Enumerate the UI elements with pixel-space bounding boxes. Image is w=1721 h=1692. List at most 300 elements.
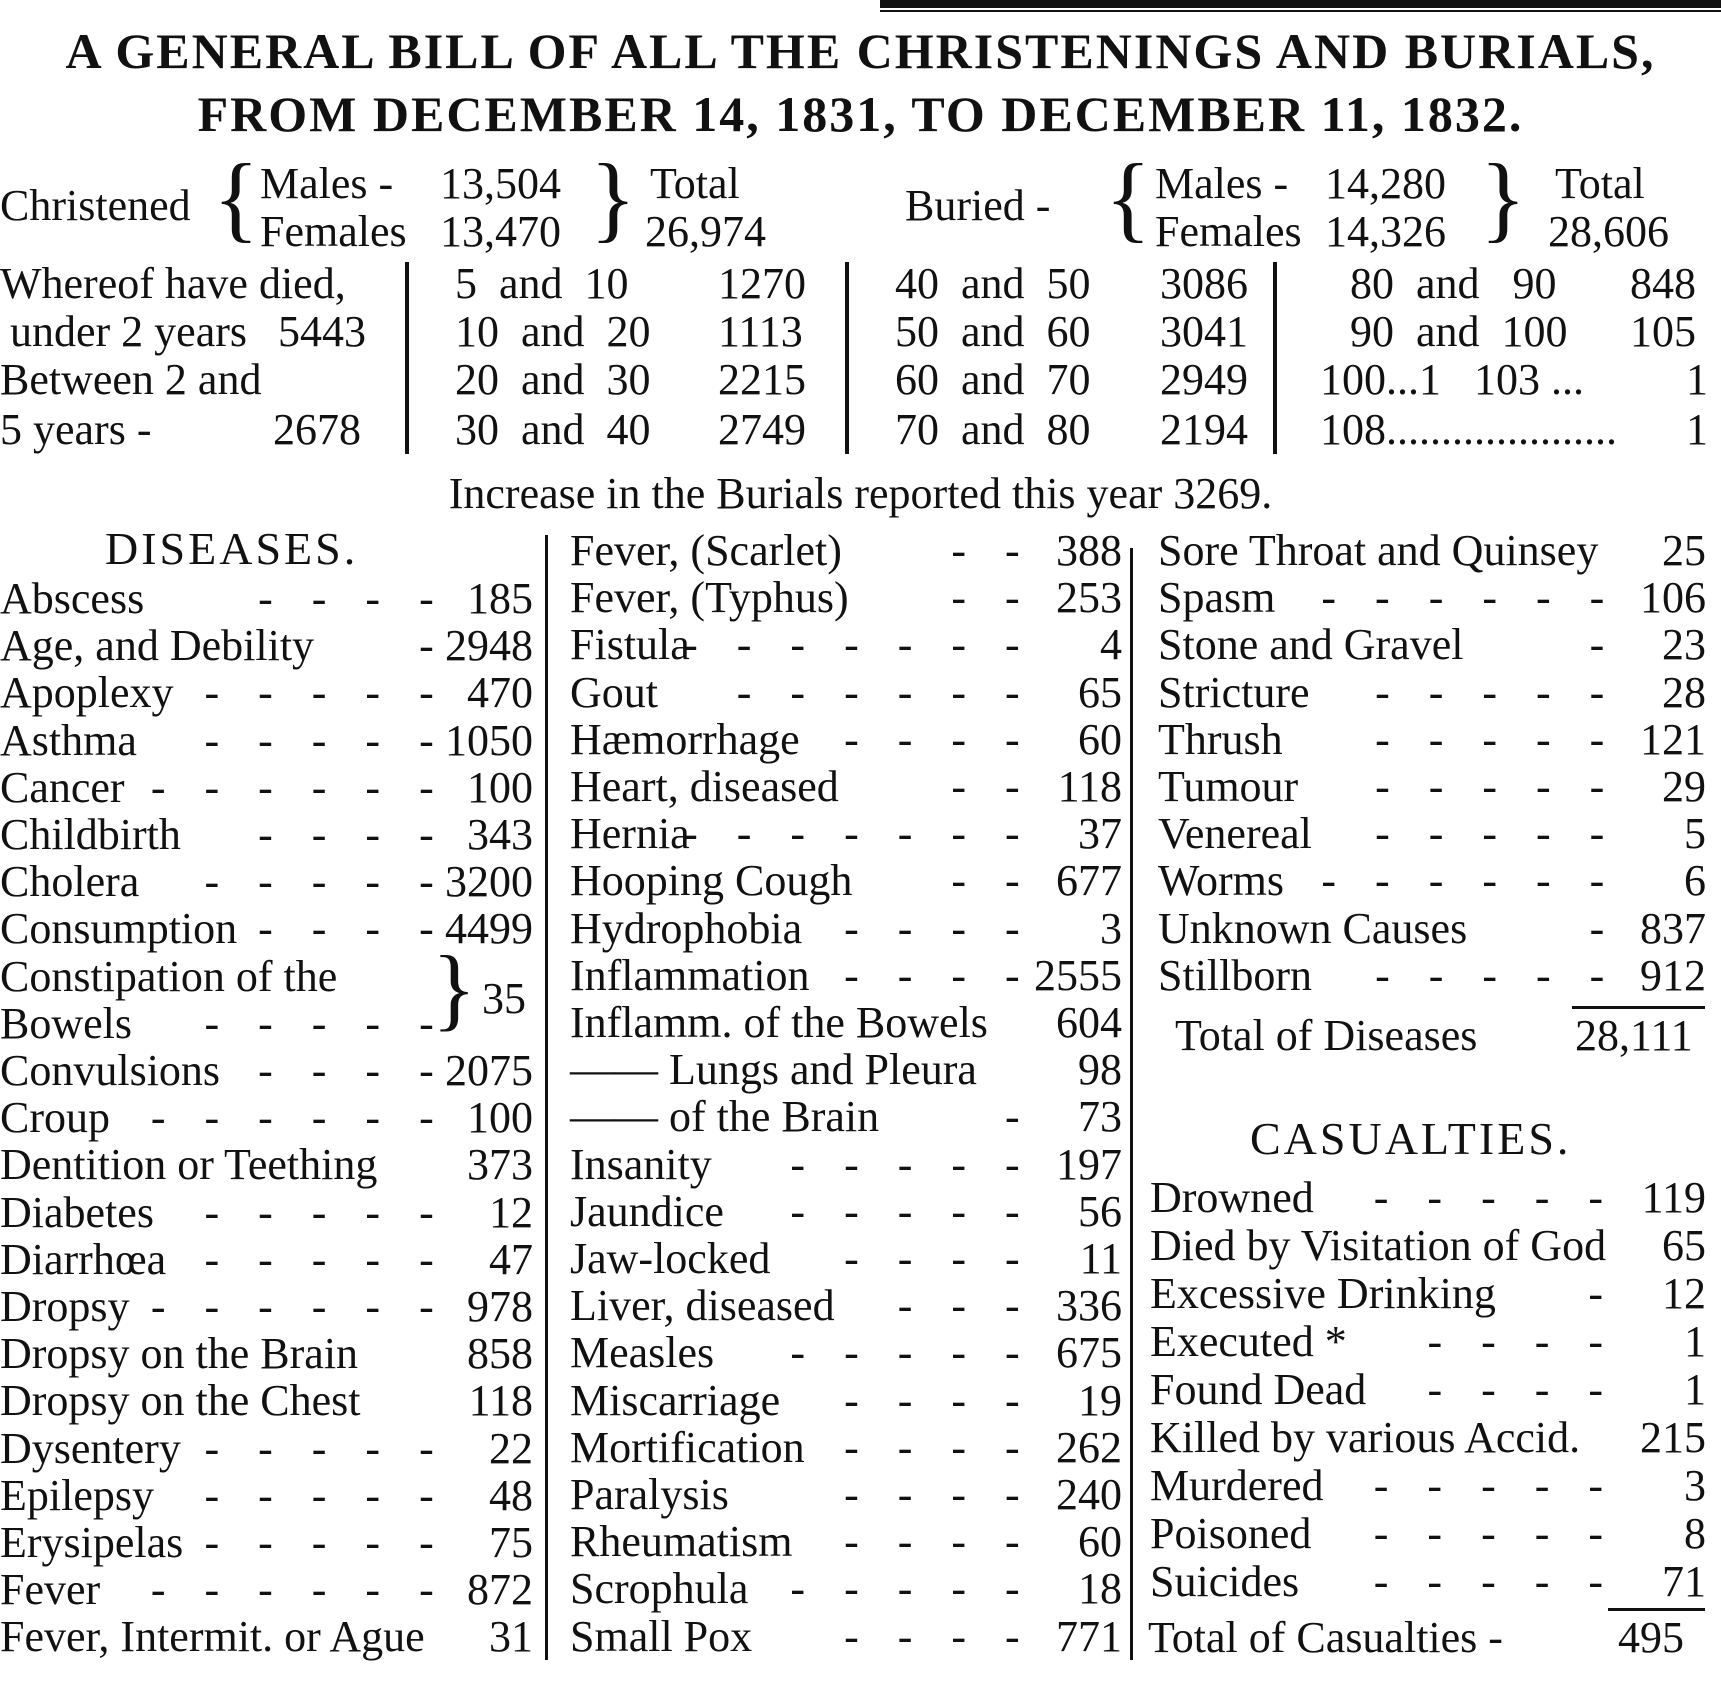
list-item [570,669,1122,716]
item-value: 28 [1662,667,1706,717]
buried-brace-left: { [1105,144,1152,251]
list-item [1158,716,1706,763]
item-name: Suicides [1150,1557,1300,1606]
list-item [0,1094,533,1141]
list-item [0,1047,533,1094]
casualties-total-label: Total of Casualties - [1148,1613,1503,1662]
item-value: 118 [1057,762,1122,811]
list-item [0,858,533,905]
list-item [1150,1222,1706,1269]
item-leader-dashes: - - - - - [1375,667,1619,717]
column-separator-2 [1130,548,1133,1660]
list-item [1150,1174,1706,1221]
list-item [0,622,533,669]
list-item [0,1425,533,1472]
item-name: Heart, diseased [570,762,839,811]
item-value: 12 [489,1187,533,1237]
item-value: 3200 [445,857,533,907]
item-name: Killed by various Accid. [1150,1413,1581,1462]
item-value: 8 [1684,1509,1706,1558]
list-item [0,1283,533,1330]
item-name: —— Lungs and Pleura [570,1045,977,1095]
item-value: 858 [467,1329,533,1379]
item-name: Erysipelas [0,1518,184,1567]
item-value: 100 [467,1093,533,1143]
age-value: 1113 [718,307,803,356]
item-leader-dashes: - - - - - - [736,667,1034,717]
item-leader-dashes: - - - - - [204,1423,448,1473]
item-leader-dashes: - - - - [844,1470,1034,1519]
age-value: 848 [1630,259,1696,308]
list-item [0,1566,533,1613]
age-range: 70 and 80 [895,405,1091,454]
item-leader-dashes: - - - - - [204,715,448,765]
diseases-heading: DISEASES. [105,523,359,574]
item-value: 2555 [1034,950,1122,1000]
item-value: 1050 [445,715,533,765]
item-leader-dashes: - [1005,1092,1034,1142]
item-name: Asthma [0,715,137,765]
item-leader-dashes: - - - - - - [150,1565,448,1615]
item-leader-dashes: - - - - - [204,668,448,718]
item-value: 29 [1662,762,1706,811]
diseases-total: 28,111 [1575,1011,1693,1060]
list-item [0,575,533,622]
buried-label: Buried - [905,181,1051,230]
item-leader-dashes: - - - - [1427,1317,1618,1366]
item-value: 3 [1100,903,1122,953]
christened-total-label: Total [650,159,740,208]
item-value: 73 [1078,1092,1122,1142]
item-name: Consumption [0,904,238,954]
item-name: Gout [570,667,658,717]
item-name: Tumour [1158,762,1299,811]
item-name: Childbirth [0,810,181,859]
item-value: 11 [1079,1234,1122,1283]
item-name: Convulsions [0,1046,221,1095]
item-name: Jaw-locked [570,1234,771,1283]
item-value: 912 [1640,950,1706,1000]
item-leader-dashes: - [1588,1269,1618,1318]
item-leader-dashes: - - - [897,1281,1034,1331]
item-value: 3 [1684,1461,1706,1510]
item-name: Hernia [570,809,690,859]
item-value: 2075 [445,1046,533,1095]
age-intro-0: Whereof have died, [0,259,346,308]
item-leader-dashes: - [1589,903,1619,953]
item-value: 98 [1078,1045,1122,1095]
buried-total: 28,606 [1548,207,1669,256]
list-item [0,1472,533,1519]
item-leader-dashes: - - [951,762,1034,811]
item-value: 215 [1640,1413,1706,1462]
list-item [570,905,1122,952]
item-name: Stone and Gravel [1158,620,1464,670]
item-leader-dashes: - - - - - [204,998,448,1048]
age-range: 10 and 20 [455,307,651,356]
item-leader-dashes: - - - - [844,1517,1034,1567]
list-item [570,857,1122,904]
list-item [1150,1558,1706,1605]
casualties-heading: CASUALTIES. [1250,1113,1572,1164]
item-leader-dashes: - - - - [844,714,1034,764]
item-name: Excessive Drinking [1150,1269,1496,1318]
item-name: Scrophula [570,1564,749,1614]
list-item [1158,952,1706,999]
buried-brace-right: } [1480,144,1527,251]
item-leader-dashes: - - - - - - [150,1282,448,1331]
list-item [570,1188,1122,1235]
list-item [0,764,533,811]
item-value: 343 [467,810,533,859]
age-value: 2949 [1160,355,1248,404]
age-value: 105 [1630,307,1696,356]
item-name: Miscarriage [570,1375,781,1425]
list-item [0,1330,533,1377]
item-leader-dashes: - - - - [844,1234,1034,1283]
item-name: Hæmorrhage [570,714,800,764]
item-name: Abscess [0,574,145,623]
list-item [570,1235,1122,1282]
list-item [570,810,1122,857]
item-value: 6 [1684,856,1706,906]
item-leader-dashes: - [1589,620,1619,670]
list-item [570,1046,1122,1093]
item-leader-dashes: - - [951,573,1034,623]
item-value: 118 [468,1376,533,1426]
column-separator-1 [545,535,548,1660]
list-item [1158,527,1706,574]
item-name: Dropsy on the Chest [0,1376,361,1426]
item-value: 771 [1056,1611,1122,1661]
item-leader-dashes: - - - - [844,950,1034,1000]
item-name: Executed * [1150,1317,1347,1366]
item-name: Hooping Cough [570,856,853,906]
christened-label: Christened [0,181,191,230]
item-value: 253 [1056,573,1122,623]
christened-brace-left: { [213,144,260,251]
diseases-total-rule [1572,1006,1705,1009]
age-range: 50 and 60 [895,307,1091,356]
item-name: Dropsy on the Brain [0,1329,359,1379]
list-item [570,763,1122,810]
item-value: 48 [489,1470,533,1520]
item-value: 240 [1056,1470,1122,1519]
item-name: Unknown Causes [1158,903,1468,953]
item-name: Drowned [1150,1173,1314,1222]
item-name: —— of the Brain [570,1092,880,1142]
age-range: 60 and 70 [895,355,1091,404]
list-item [1158,905,1706,952]
age-value: 2215 [718,355,806,404]
item-leader-dashes: - - - - - [1375,809,1619,859]
item-value: 106 [1640,573,1706,623]
item-value: 71 [1662,1557,1706,1606]
item-value: 837 [1640,903,1706,953]
item-value: 675 [1056,1328,1122,1378]
item-name: Paralysis [570,1470,729,1519]
item-value: 37 [1078,809,1122,859]
age-intro-2: Between 2 and [0,355,262,404]
item-name: Apoplexy [0,668,174,718]
item-value: 75 [489,1518,533,1567]
age-divider-3 [1273,262,1277,454]
age-divider-2 [845,262,849,454]
item-leader-dashes: - - - - [844,1375,1034,1425]
buried-males: 14,280 [1325,159,1446,208]
list-item [0,1141,533,1188]
item-value: 60 [1078,714,1122,764]
item-name: Diarrhœa [0,1234,167,1284]
list-item [1158,669,1706,716]
item-name: Fever [0,1565,101,1615]
item-value: 470 [467,668,533,718]
item-leader-dashes: - - - - - [790,1139,1034,1189]
list-item [0,1377,533,1424]
age-divider-1 [405,262,409,454]
age-value: 3086 [1160,259,1248,308]
item-value: 197 [1056,1139,1122,1189]
item-name: Dysentery [0,1423,181,1473]
item-leader-dashes: - - - - - [790,1564,1034,1614]
item-value: 23 [1662,620,1706,670]
item-leader-dashes: - - - - [844,903,1034,953]
item-leader-dashes: - - - - [258,1046,448,1095]
item-leader-dashes: - - - - - [790,1186,1034,1236]
list-item [570,1377,1122,1424]
item-value: 604 [1056,998,1122,1047]
item-leader-dashes: - - - - - - - [683,809,1034,859]
item-name: Inflamm. of the Bowels [570,998,988,1047]
item-leader-dashes: - - - - - [204,1518,448,1567]
list-item [1150,1414,1706,1461]
item-leader-dashes: - - - - - - [1321,856,1619,906]
item-leader-dashes: - - - - - - - [683,620,1034,670]
item-value: 65 [1078,667,1122,717]
christened-total: 26,974 [645,207,766,256]
list-item [570,716,1122,763]
item-value: 185 [467,574,533,623]
item-value: 2948 [445,621,533,671]
christened-females-label: Females [260,207,407,256]
list-item [1150,1318,1706,1365]
item-value: 19 [1078,1375,1122,1425]
constipation-value: 35 [482,974,526,1023]
item-name: Liver, diseased [570,1281,835,1331]
page-title-line1: A GENERAL BILL OF ALL THE CHRISTENINGS AND BURIALS, [65,23,1656,79]
list-item [0,717,533,764]
age-value: 1 [1686,355,1708,404]
item-name: Small Pox [570,1611,753,1661]
item-name: Poisoned [1150,1509,1312,1558]
item-name: Found Dead [1150,1365,1367,1414]
list-item [570,999,1122,1046]
item-leader-dashes: - - - - - [204,1470,448,1520]
age-range: 5 and 10 [455,259,629,308]
item-value: 100 [467,762,533,812]
item-name: Worms [1158,856,1285,906]
item-name: Insanity [570,1139,712,1189]
item-leader-dashes: - - - - [844,1611,1034,1661]
list-item [570,1329,1122,1376]
list-item [1150,1462,1706,1509]
item-leader-dashes: - - - - - [1373,1509,1618,1558]
item-value: 22 [489,1423,533,1473]
item-name: Fever, Intermit. or Ague [0,1612,425,1662]
item-name: Murdered [1150,1461,1324,1510]
age-value: 2749 [718,405,806,454]
list-item [0,1236,533,1283]
item-value: 978 [467,1282,533,1331]
item-value: 60 [1078,1517,1122,1567]
item-value: 5 [1684,809,1706,859]
list-item [1158,574,1706,621]
list-item [1150,1510,1706,1557]
item-name: Croup [0,1093,110,1143]
list-item [570,1424,1122,1471]
list-item [570,1613,1122,1660]
item-name: Venereal [1158,809,1312,859]
list-item [0,811,533,858]
age-range: 20 and 30 [455,355,651,404]
item-name: Diabetes [0,1187,154,1237]
age-intro-3: 5 years - [0,405,152,454]
item-name: Measles [570,1328,715,1378]
item-value: 4 [1100,620,1122,670]
item-name: Dentition or Teething [0,1140,378,1190]
item-value: 121 [1640,714,1706,764]
list-item [570,1282,1122,1329]
item-leader-dashes: - - [951,856,1034,906]
item-name: Jaundice [570,1186,724,1236]
buried-females: 14,326 [1325,207,1446,256]
list-item [570,574,1122,621]
item-value: 12 [1662,1269,1706,1318]
item-name: Rheumatism [570,1517,793,1567]
constipation-brace: } [432,937,477,1039]
list-item [570,1141,1122,1188]
item-value: 1 [1684,1317,1706,1366]
age-range: 30 and 40 [455,405,651,454]
item-leader-dashes: - - - - [258,810,448,859]
list-item [1150,1270,1706,1317]
item-leader-dashes: - - - - - [1375,762,1619,811]
list-item [1158,763,1706,810]
list-item [1158,621,1706,668]
item-name: Died by Visitation of God [1150,1221,1607,1270]
age-range: 40 and 50 [895,259,1091,308]
item-name: Hydrophobia [570,903,803,953]
item-value: 25 [1662,526,1706,575]
item-name: Cholera [0,857,140,907]
age-value: 3041 [1160,307,1248,356]
item-name: Stricture [1158,667,1310,717]
christened-males: 13,504 [440,159,561,208]
list-item [570,527,1122,574]
age-range: 108..................... [1320,405,1617,454]
top-rule-thin [880,10,1721,12]
item-leader-dashes: - - - - - [204,1234,448,1284]
age-intro-3-value: 2678 [273,405,361,454]
item-name: Constipation of the [0,951,338,1001]
item-leader-dashes: - - - - - [1373,1461,1618,1510]
top-rule [880,0,1721,8]
item-name: Stillborn [1158,950,1313,1000]
list-item [0,1519,533,1566]
age-range: 90 and 100 [1350,307,1568,356]
diseases-total-label: Total of Diseases [1175,1011,1478,1060]
item-value: 872 [467,1565,533,1615]
list-item [1158,857,1706,904]
item-name: Age, and Debility [0,621,315,671]
item-leader-dashes: - - - - - [790,1328,1034,1378]
christened-males-label: Males - [260,159,394,208]
item-leader-dashes: - - - - [844,1422,1034,1472]
item-leader-dashes: - [419,621,448,671]
item-leader-dashes: - - - - - [204,857,448,907]
casualties-total: 495 [1618,1613,1684,1662]
item-value: 47 [489,1234,533,1284]
item-leader-dashes: - - - - - - [150,1093,448,1143]
buried-females-label: Females [1155,207,1302,256]
item-leader-dashes: - - - - [1427,1365,1618,1414]
item-name: Dropsy [0,1282,130,1331]
list-item [0,669,533,716]
list-item [570,621,1122,668]
age-value: 1 [1686,405,1708,454]
increase-note: Increase in the Burials reported this year 3269. [448,469,1273,518]
item-leader-dashes: - - - - - [1375,950,1619,1000]
item-name: Spasm [1158,573,1276,623]
item-name: Bowels [0,998,132,1048]
item-value: 4499 [445,904,533,954]
age-intro-1: under 2 years [10,307,248,356]
buried-total-label: Total [1555,159,1645,208]
list-item [570,1565,1122,1612]
age-range: 100...1 103 ... [1320,355,1584,404]
list-item [570,1093,1122,1140]
item-value: 373 [467,1140,533,1190]
item-leader-dashes: - - - - - - [1321,573,1619,623]
item-value: 56 [1078,1186,1122,1236]
item-name: Thrush [1158,714,1283,764]
item-value: 336 [1056,1281,1122,1331]
christened-females: 13,470 [440,207,561,256]
item-name: Fever, (Scarlet) [570,526,842,575]
list-item [0,1613,533,1660]
list-item [0,1189,533,1236]
list-item [570,1471,1122,1518]
list-item [1158,810,1706,857]
item-name: Mortification [570,1422,805,1472]
item-value: 1 [1684,1365,1706,1414]
list-item [1150,1366,1706,1413]
item-value: 388 [1056,526,1122,575]
item-name: Fever, (Typhus) [570,573,849,623]
list-item [570,1518,1122,1565]
item-value: 18 [1078,1564,1122,1614]
item-leader-dashes: - - - - - [1373,1173,1618,1222]
list-item [570,952,1122,999]
item-name: Epilepsy [0,1470,154,1520]
item-value: 119 [1641,1173,1706,1222]
item-leader-dashes: - - - - - [1373,1557,1618,1606]
item-leader-dashes: - - - - - [1375,714,1619,764]
item-leader-dashes: - - - - [258,574,448,623]
casualties-total-rule [1608,1608,1705,1611]
item-value: 31 [489,1612,533,1662]
item-name: Inflammation [570,950,810,1000]
